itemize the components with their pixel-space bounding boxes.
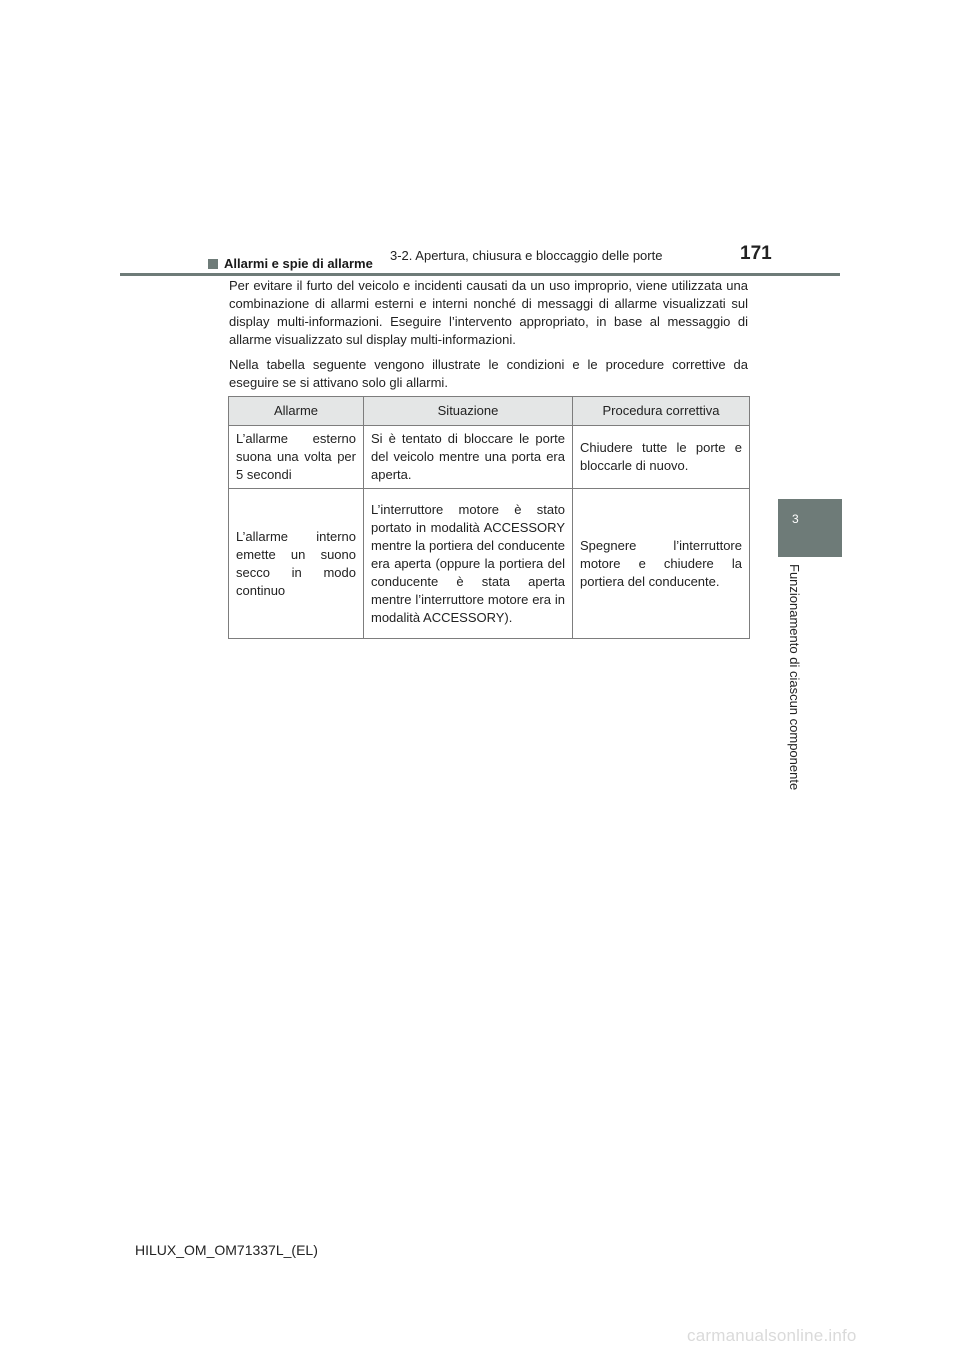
square-bullet-icon [208,259,218,269]
document-code: HILUX_OM_OM71337L_(EL) [135,1242,318,1258]
page-number: 171 [740,243,772,264]
table-cell: L’interruttore motore è stato portato in modalità ACCESSORY mentre la portiera del conducente era aperta (oppure la portiera del conducente è stata aperta mentre l’interruttore motore era in modalità ACCESSORY). [364,489,573,639]
table-cell: Chiudere tutte le porte e bloccarle di nuovo. [573,426,750,489]
table-row [229,426,750,489]
table-header-row [229,397,750,426]
chapter-tab-number: 3 [792,512,799,526]
paragraph: Nella tabella seguente vengono illustrate le condizioni e le procedure correttive da eseguire se si attivano solo gli allarmi. [229,357,748,390]
table-cell: L’allarme esterno suona una volta per 5 secondi [229,426,364,489]
alarm-table [228,396,750,639]
watermark: carmanualsonline.info [687,1326,857,1345]
column-header-allarme: Allarme [229,397,364,426]
column-header-procedura: Procedura correttiva [573,397,750,426]
chapter-tab[interactable] [778,499,842,557]
running-header-section-title: 3-2. Apertura, chiusura e bloccaggio delle porte [390,248,663,263]
section-heading-text: Allarmi e spie di allarme [224,256,373,271]
chapter-tab-label: Funzionamento di ciascun componente [787,564,802,791]
table-cell: L’allarme interno emette un suono secco in modo continuo [229,489,364,639]
column-header-situazione: Situazione [364,397,573,426]
section-heading [208,255,748,273]
paragraph: Per evitare il furto del veicolo e incidenti causati da un uso improprio, viene utilizzata una combinazione di allarmi esterni e interni nonché di messaggi di allarme visualizzati sul display multi-informazioni. Eseguire l’intervento appropriato, in base al messaggio di allarme visualizzato sul display multi-informazioni. [229,278,748,347]
table-row [229,489,750,639]
table-cell: Spegnere l’interruttore motore e chiudere la portiera del conducente. [573,489,750,639]
table-cell: Si è tentato di bloccare le porte del veicolo mentre una porta era aperta. [364,426,573,489]
section-content [208,255,748,399]
